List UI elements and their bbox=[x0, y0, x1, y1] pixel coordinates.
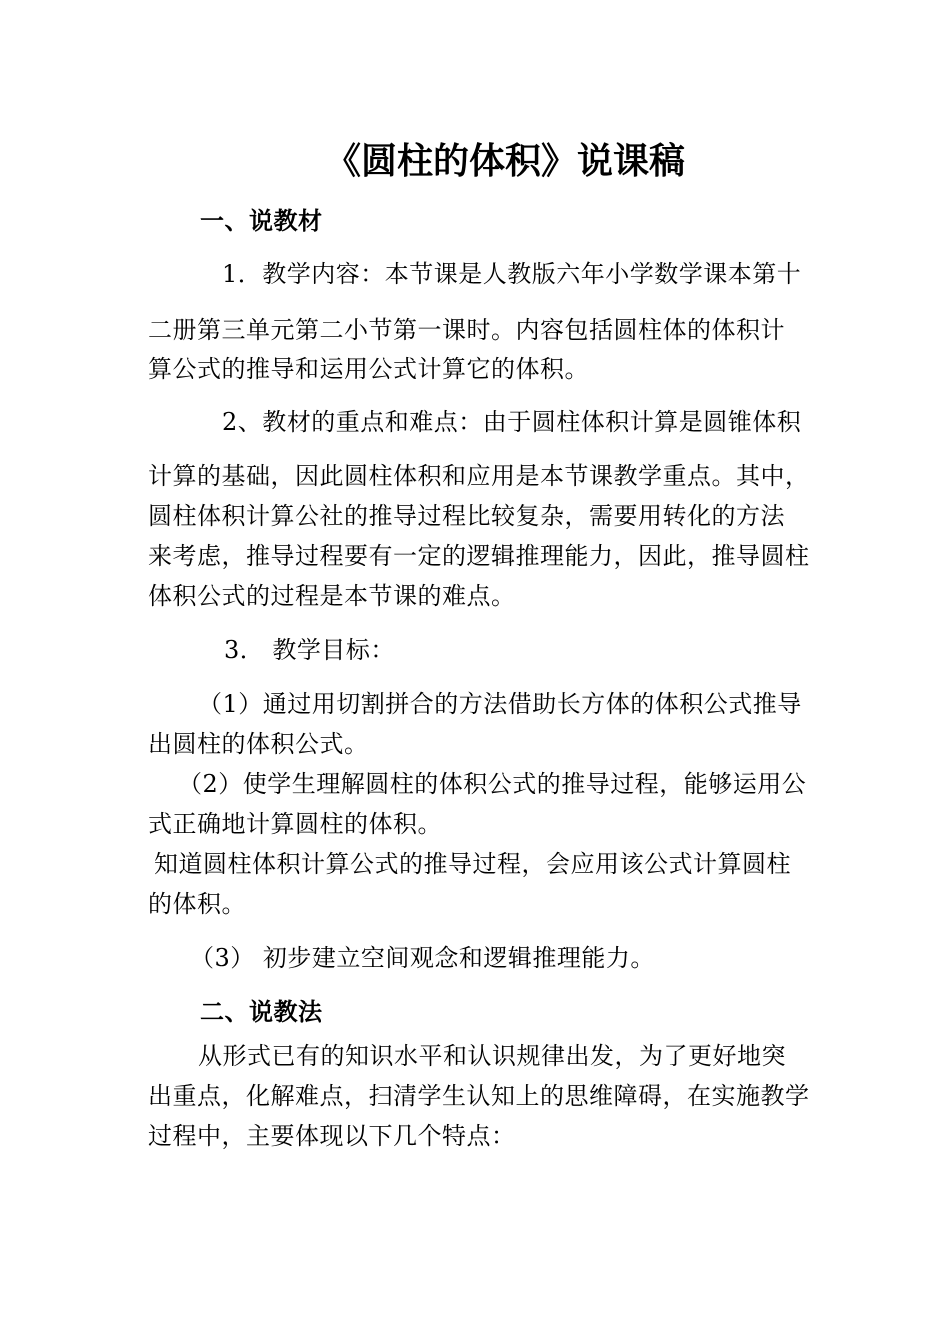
paragraph-line: 2、教材的重点和难点：由于圆柱体积计算是圆锥体积 bbox=[222, 408, 802, 436]
paragraph-line: 的体积。 bbox=[148, 890, 246, 918]
paragraph-line: 式正确地计算圆柱的体积。 bbox=[148, 810, 442, 838]
paragraph-line: 从形式已有的知识水平和认识规律出发，为了更好地突 bbox=[198, 1042, 786, 1070]
document-title: 《圆柱的体积》说课稿 bbox=[324, 141, 685, 182]
section-heading-method: 二、说教法 bbox=[200, 998, 323, 1026]
objectives-label: 3． 教学目标： bbox=[224, 636, 395, 664]
paragraph-line: 算公式的推导和运用公式计算它的体积。 bbox=[148, 355, 589, 383]
paragraph-line: 出圆柱的体积公式。 bbox=[148, 730, 369, 758]
paragraph-line: （1）通过用切割拼合的方法借助长方体的体积公式推导 bbox=[198, 690, 802, 718]
section-heading-textbook: 一、说教材 bbox=[200, 207, 323, 235]
paragraph-line: 圆柱体积计算公社的推导过程比较复杂，需要用转化的方法 bbox=[148, 502, 785, 530]
paragraph-line: （3） 初步建立空间观念和逻辑推理能力。 bbox=[190, 944, 655, 972]
paragraph-line: 过程中，主要体现以下几个特点： bbox=[148, 1122, 516, 1150]
paragraph-line: 来考虑，推导过程要有一定的逻辑推理能力，因此，推导圆柱 bbox=[148, 542, 810, 570]
paragraph-line: 体积公式的过程是本节课的难点。 bbox=[148, 582, 516, 610]
paragraph-line: （2）使学生理解圆柱的体积公式的推导过程，能够运用公 bbox=[178, 770, 807, 798]
paragraph-line: 出重点，化解难点，扫清学生认知上的思维障碍，在实施教学 bbox=[148, 1082, 810, 1110]
paragraph-line: 二册第三单元第二小节第一课时。内容包括圆柱体的体积计 bbox=[148, 316, 785, 344]
paragraph-line: 知道圆柱体积计算公式的推导过程，会应用该公式计算圆柱 bbox=[154, 850, 791, 878]
paragraph-line: 计算的基础，因此圆柱体积和应用是本节课教学重点。其中， bbox=[148, 462, 810, 490]
paragraph-line: 1．教学内容：本节课是人教版六年小学数学课本第十 bbox=[222, 260, 802, 288]
